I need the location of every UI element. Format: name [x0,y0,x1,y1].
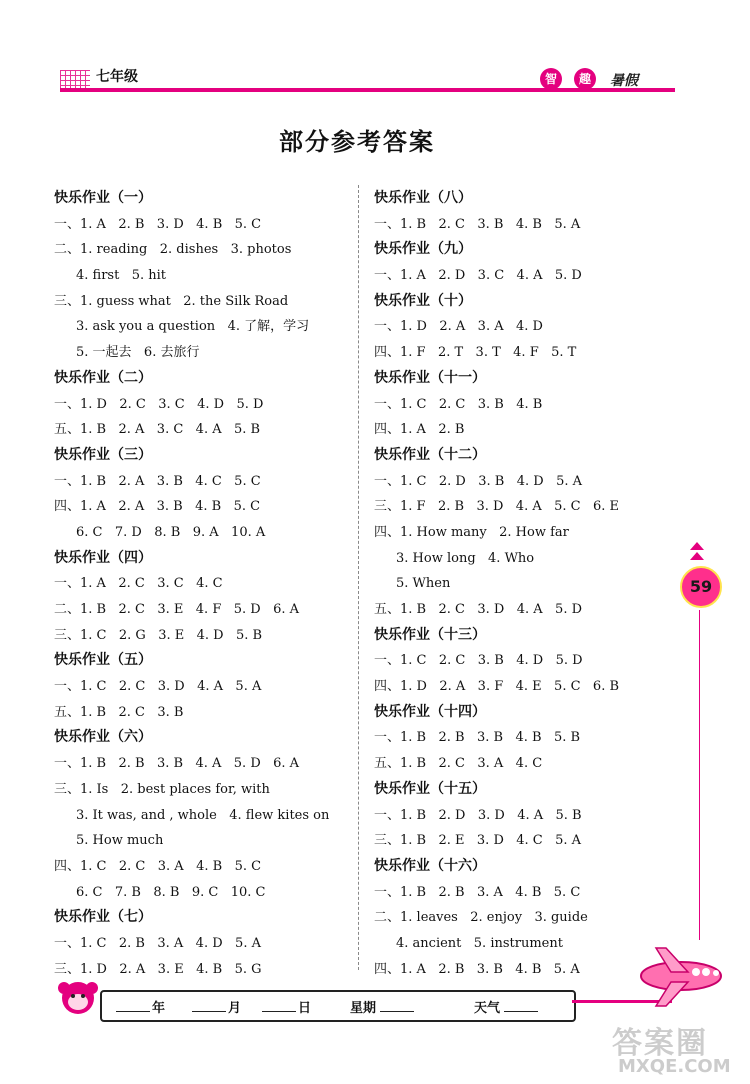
answer-line: 五、1. B 2. C 3. B [54,704,184,720]
answer-line: 四、1. C 2. C 3. A 4. B 5. C [54,858,262,874]
answer-line: 一、1. C 2. B 3. A 4. D 5. A [54,935,261,951]
grade-label: 七年级 [96,69,138,85]
date-weather-box [100,990,576,1022]
weather-field: 天气 [474,997,540,1016]
left-answer-column [54,186,329,982]
answer-line: 三、1. B 2. E 3. D 4. C 5. A [374,833,582,849]
answer-line: 三、1. C 2. G 3. E 4. D 5. B [54,627,263,643]
answer-line: 五、1. B 2. C 3. A 4. C [374,756,543,772]
answer-line: 二、1. reading 2. dishes 3. photos [54,242,292,258]
answer-line: 三、1. F 2. B 3. D 4. A 5. C 6. E [374,499,620,515]
section-heading: 快乐作业（十） [374,292,472,309]
answer-line: 4. first 5. hit [76,268,167,284]
answer-line: 二、1. B 2. C 3. E 4. F 5. D 6. A [54,602,300,617]
answer-line: 四、1. A 2. B [374,422,465,438]
year-field: 年 [116,997,165,1016]
answer-line: 一、1. D 2. A 3. A 4. D [374,319,543,335]
triangle-icon [690,542,704,550]
section-heading: 快乐作业（六） [54,729,152,746]
answer-line: 三、1. Is 2. best places for, with [54,781,270,797]
watermark: 答案圈 [612,1026,708,1061]
answer-line: 三、1. guess what 2. the Silk Road [54,293,289,309]
answer-line: 5. When [396,576,451,592]
answer-line: 四、1. D 2. A 3. F 4. E 5. C 6. B [374,679,620,695]
answer-line: 四、1. A 2. B 3. B 4. B 5. A [374,961,580,977]
section-heading: 快乐作业（十一） [374,369,486,386]
book-logo [540,64,670,104]
answer-line: 6. C 7. B 8. B 9. C 10. C [76,884,266,900]
section-heading: 快乐作业（七） [54,909,152,926]
answer-line: 四、1. How many 2. How far [374,524,569,540]
answer-line: 三、1. D 2. A 3. E 4. B 5. G [54,961,262,977]
watermark-site: MXQE.COM [618,1056,731,1077]
side-rule [699,610,700,940]
section-heading: 快乐作业（八） [374,190,472,206]
answer-line: 一、1. B 2. A 3. B 4. C 5. C [54,473,261,489]
answer-line: 一、1. C 2. C 3. B 4. B [374,396,543,412]
answer-line: 3. It was, and , whole 4. flew kites on [76,807,330,823]
section-heading: 快乐作业（一） [54,190,152,206]
answer-line: 一、1. B 2. D 3. D 4. A 5. B [374,807,582,823]
answer-line: 6. C 7. D 8. B 9. A 10. A [76,524,266,540]
triangle-icon [690,552,704,560]
weekday-field: 星期 [350,997,416,1016]
section-heading: 快乐作业（十三） [374,626,486,643]
answer-line: 一、1. B 2. B 3. A 4. B 5. C [374,884,581,900]
answer-line: 3. How long 4. Who [396,550,535,566]
answer-line: 一、1. B 2. B 3. B 4. A 5. D 6. A [54,756,300,772]
airplane-icon [626,942,736,1012]
answer-line: 一、1. C 2. D 3. B 4. D 5. A [374,473,583,489]
section-heading: 快乐作业（十二） [374,446,486,463]
answer-line: 五、1. B 2. A 3. C 4. A 5. B [54,422,261,438]
answer-line: 5. 一起去 6. 去旅行 [76,345,200,361]
section-heading: 快乐作业（五） [54,652,152,669]
answer-line: 一、1. D 2. C 3. C 4. D 5. D [54,396,264,412]
answer-line: 四、1. F 2. T 3. T 4. F 5. T [374,345,577,361]
section-heading: 快乐作业（二） [54,369,152,386]
section-heading: 快乐作业（九） [374,241,472,258]
section-heading: 快乐作业（十五） [374,780,486,797]
page-number: 59 [680,566,722,608]
answer-line: 五、1. B 2. C 3. D 4. A 5. D [374,602,583,617]
answer-line: 一、1. B 2. C 3. B 4. B 5. A [374,216,581,232]
day-field: 日 [262,997,311,1016]
section-heading: 快乐作业（十四） [374,703,486,720]
right-answer-column [374,186,619,982]
logo-tail: 暑假 [610,73,638,89]
section-heading: 快乐作业（四） [54,549,152,566]
answer-line: 四、1. A 2. A 3. B 4. B 5. C [54,499,261,515]
answer-line: 3. ask you a question 4. 了解，学习 [76,319,310,335]
answer-line: 二、1. leaves 2. enjoy 3. guide [374,910,588,926]
answer-line: 一、1. B 2. B 3. B 4. B 5. B [374,730,581,746]
answer-line: 5. How much [76,833,164,849]
month-field: 月 [192,997,241,1016]
answer-line: 一、1. A 2. C 3. C 4. C [54,576,223,592]
answer-line: 4. ancient 5. instrument [396,935,563,951]
logo-char-1: 智 [540,68,562,90]
section-heading: 快乐作业（十六） [374,857,486,874]
answer-line: 一、1. A 2. B 3. D 4. B 5. C [54,216,262,232]
section-heading: 快乐作业（三） [54,446,152,463]
logo-char-2: 趣 [574,68,596,90]
answer-line: 一、1. A 2. D 3. C 4. A 5. D [374,268,582,284]
answer-line: 一、1. C 2. C 3. B 4. D 5. D [374,653,583,669]
answer-line: 一、1. C 2. C 3. D 4. A 5. A [54,679,262,695]
column-divider [358,185,359,970]
monkey-icon [54,972,102,1020]
page-title: 部分参考答案 [279,128,435,156]
